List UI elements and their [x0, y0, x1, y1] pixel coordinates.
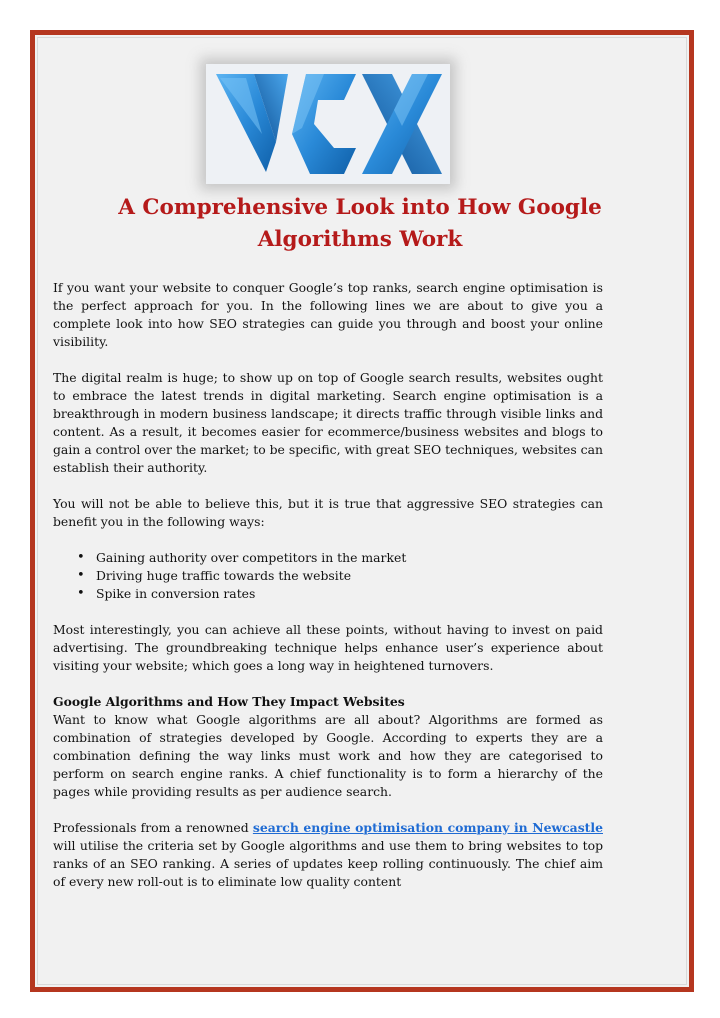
paragraph-paid-advertising: Most interestingly, you can achieve all these points, without having to invest on paid advertising. The groundbreaking technique helps enhance user’s experience about visiting your website; which goes a long way in heightened turnovers.: [53, 622, 603, 673]
title-line-2: Algorithms Work: [257, 227, 463, 252]
list-item: • Gaining authority over competitors in the market: [53, 549, 603, 567]
paragraph-intro: If you want your website to conquer Google’s top ranks, search engine optimisation is the perfect approach for you. In the following lines we are about to give you a complete look into how SEO strategies can guide you through and boost your online visibility.: [53, 280, 603, 349]
list-item: • Spike in conversion rates: [53, 585, 603, 603]
seo-company-link[interactable]: search engine optimisation company in Newcastle: [252, 820, 603, 835]
section-heading: Google Algorithms and How They Impact Websites: [53, 694, 405, 709]
document-body: [53, 279, 603, 891]
paragraph-professionals-end: will utilise the criteria set by Google algorithms and use them to bring websites to top ranks of an SEO ranking. A series of updates keep rolling continuously. The chief aim of every new roll-out is to eliminate low quality content: [53, 838, 603, 889]
document-title: [40, 192, 680, 256]
paragraph-digital-realm: The digital realm is huge; to show up on top of Google search results, websites ought to embrace the latest trends in digital marketing. Search engine optimisation is a breakthrough in modern business landscape; it directs traffic through visible links and content. As a result, it becomes easier for ecommerce/business websites and blogs to gain a control over the market; to be specific, with great SEO techniques, websites can establish their authority.: [53, 370, 603, 475]
paragraph-algorithms: Want to know what Google algorithms are all about? Algorithms are formed as combination of strategies developed by Google. According to experts they are a combination defining the way links must work and how they are categorised to perform on search engine ranks. A chief functionality is to form a hierarchy of the pages while providing results as per audience search.: [53, 712, 603, 799]
paragraph-professionals-start: Professionals from a renowned: [53, 820, 253, 835]
title-line-1: A Comprehensive Look into How Google: [118, 195, 602, 220]
logo-graphic: [206, 64, 450, 184]
paragraph-benefits-intro: You will not be able to believe this, but it is true that aggressive SEO strategies can benefit you in the following ways:: [53, 496, 603, 529]
list-item: • Driving huge traffic towards the website: [53, 567, 603, 585]
benefits-list: [53, 549, 603, 603]
company-logo: [206, 64, 450, 184]
paragraph-professionals: [53, 819, 603, 891]
